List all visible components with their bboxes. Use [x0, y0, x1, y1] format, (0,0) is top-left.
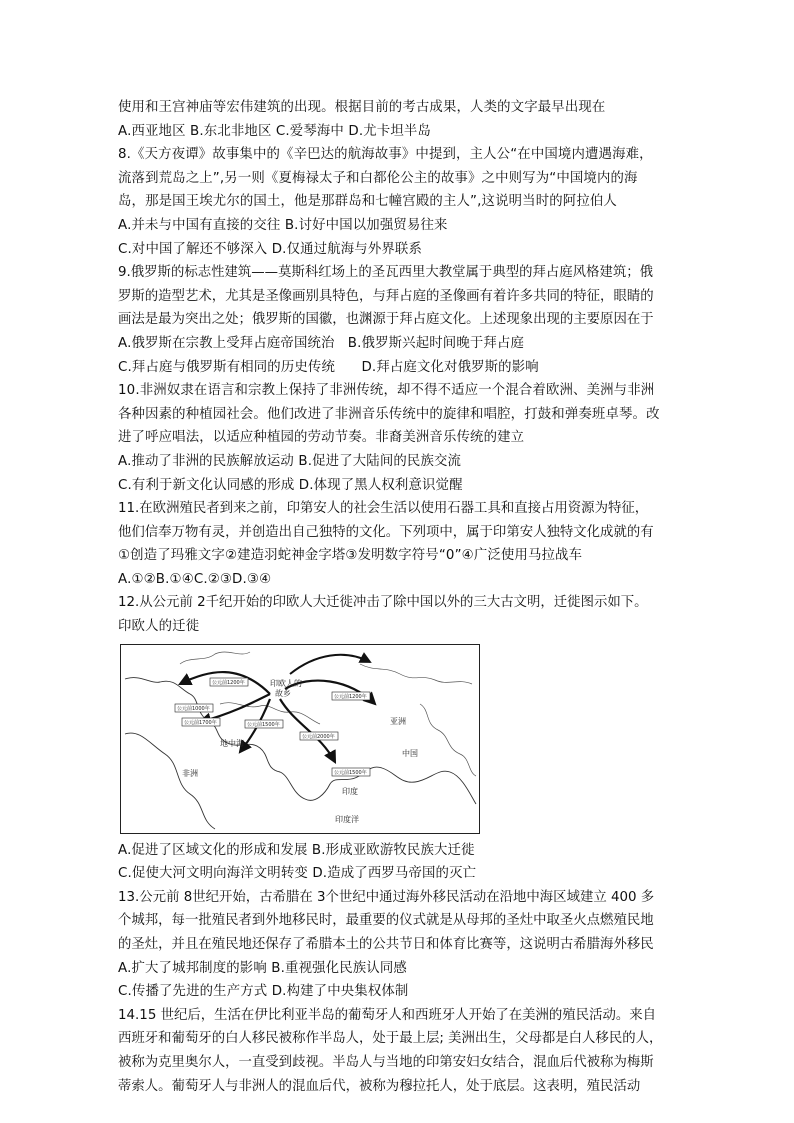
text-line: 岛，那是国王埃尤尔的国土，他是那群岛和七幢宫殿的主人”,这说明当时的阿拉伯人: [118, 194, 617, 210]
text-block-top: [118, 96, 684, 639]
answer-options: A.俄罗斯在宗教上受拜占庭帝国统治 B.俄罗斯兴起时间晚于拜占庭: [118, 335, 525, 351]
answer-options: A.并未与中国有直接的交往 B.讨好中国以加强贸易往来: [118, 217, 448, 233]
map-label: 中国: [402, 748, 418, 758]
map-date-box: 公元前1000年: [177, 705, 210, 712]
text-line: 的圣灶，并且在殖民地还保存了希腊本土的公共节日和体育比赛等，这说明古希腊海外移民: [118, 937, 654, 953]
question-10: 10.非洲奴隶在语言和宗教上保持了非洲传统，却不得不适应一个混合着欧洲、美洲与非洲: [118, 383, 655, 399]
answer-options: C.传播了先进的生产方式 D.构建了中央集权体制: [118, 984, 409, 1000]
migration-map-svg: [120, 644, 480, 834]
map-label: 印度洋: [335, 814, 359, 824]
map-label: 亚洲: [390, 716, 406, 726]
map-label: 故乡: [275, 688, 291, 698]
answer-options: A.促进了区域文化的形成和发展 B.形成亚欧游牧民族大迁徙: [118, 842, 475, 858]
question-12: 12.从公元前 2千纪开始的印欧人大迁徙冲击了除中国以外的三大古文明，迁徙图示如下。: [118, 595, 648, 611]
text-line: 使用和王宫神庙等宏伟建筑的出现。根据目前的考古成果，人类的文字最早出现在: [118, 100, 606, 115]
text-line: 罗斯的造型艺术，尤其是圣像画别具特色，与拜占庭的圣像画有着许多共同的特征，眼睛的: [118, 288, 654, 304]
text-line: 西班牙和葡萄牙的白人移民被称作半岛人，处于最上层; 美洲出生，父母都是白人移民的人，: [118, 1031, 663, 1047]
text-line: 各种因素的种植园社会。他们改进了非洲音乐传统中的旋律和唱腔，打鼓和弹奏班卓琴。改: [118, 406, 660, 422]
answer-options: C.有利于新文化认同感的形成 D.体现了黑人权利意识觉醒: [118, 477, 463, 493]
map-date-box: 公元前1500年: [334, 769, 367, 776]
answer-options: C.对中国了解还不够深入 D.仅通过航海与外界联系: [118, 241, 422, 257]
question-8: 8.《天方夜谭》故事集中的《辛巴达的航海故事》中提到，主人公“在中国境内遭遇海难，: [118, 147, 653, 163]
map-caption: 印欧人的迁徙: [118, 619, 200, 635]
answer-options: A.推动了非洲的民族解放运动 B.促进了大陆间的民族交流: [118, 453, 462, 469]
map-date-box: 公元前1200年: [334, 693, 367, 700]
answer-options: C.拜占庭与俄罗斯有相同的历史传统 D.拜占庭文化对俄罗斯的影响: [118, 359, 539, 375]
answer-options: A.扩大了城邦制度的影响 B.重视强化民族认同感: [118, 960, 407, 976]
map-date-box: 公元前2000年: [302, 733, 335, 740]
text-line: 被称为克里奥尔人，一直受到歧视。半岛人与当地的印第安妇女结合，混血后代被称为梅斯: [118, 1055, 654, 1070]
text-line: 流落到荒岛之上”,另一则《夏梅禄太子和白都伦公主的故事》之中则写为“中国境内的海: [118, 170, 638, 186]
text-line: 进了呼应唱法，以适应种植园的劳动节奏。非裔美洲音乐传统的建立: [118, 430, 525, 446]
question-14: 14.15 世纪后，生活在伊比利亚半岛的葡萄牙人和西班牙人开始了在美洲的殖民活动。来自: [118, 1007, 657, 1023]
text-line: 他们信奉万物有灵，并创造出自己独特的文化。下列项中，属于印第安人独特文化成就的有: [118, 524, 654, 540]
text-line: 画法是最为突出之处；俄罗斯的国徽，也渊源于拜占庭文化。上述现象出现的主要原因在于: [118, 312, 654, 328]
map-label: 地中海: [220, 738, 244, 748]
answer-options: A.①②B.①④C.②③D.③④: [118, 571, 272, 587]
text-block-bottom: [118, 839, 684, 1099]
exam-page: [118, 96, 684, 1098]
question-11: 11.在欧洲殖民者到来之前，印第安人的社会生活以使用石器工具和直接占用资源为特征，: [118, 501, 649, 517]
map-date-box: 公元前1700年: [184, 719, 217, 726]
text-line: 蒂索人。葡萄牙人与非洲人的混血后代，被称为穆拉托人，处于底层。这表明，殖民活动: [118, 1078, 641, 1094]
question-13: 13.公元前 8世纪开始，古希腊在 3个世纪中通过海外移民活动在沿地中海区域建立 400 多: [118, 889, 655, 905]
map-label: 印度: [342, 786, 358, 796]
answer-options: A.西亚地区 B.东北非地区 C.爱琴海中 D.尤卡坦半岛: [118, 123, 431, 139]
map-label: 非洲: [182, 768, 198, 778]
question-9: 9.俄罗斯的标志性建筑——莫斯科红场上的圣瓦西里大教堂属于典型的拜占庭风格建筑；俄: [118, 265, 654, 281]
answer-options: C.促使大河文明向海洋文明转变 D.造成了西罗马帝国的灭亡: [118, 866, 477, 882]
migration-map: [120, 644, 480, 834]
map-date-box: 公元前1200年: [212, 679, 245, 686]
map-date-box: 公元前1500年: [247, 721, 280, 728]
text-line: ①创造了玛雅文字②建造羽蛇神金字塔③发明数字符号“0”④广泛使用马拉战车: [118, 548, 583, 564]
map-label: 印欧人的: [270, 678, 302, 688]
text-line: 个城邦，每一批殖民者到外地移民时，最重要的仪式就是从母邦的圣灶中取圣火点燃殖民地: [118, 913, 654, 929]
